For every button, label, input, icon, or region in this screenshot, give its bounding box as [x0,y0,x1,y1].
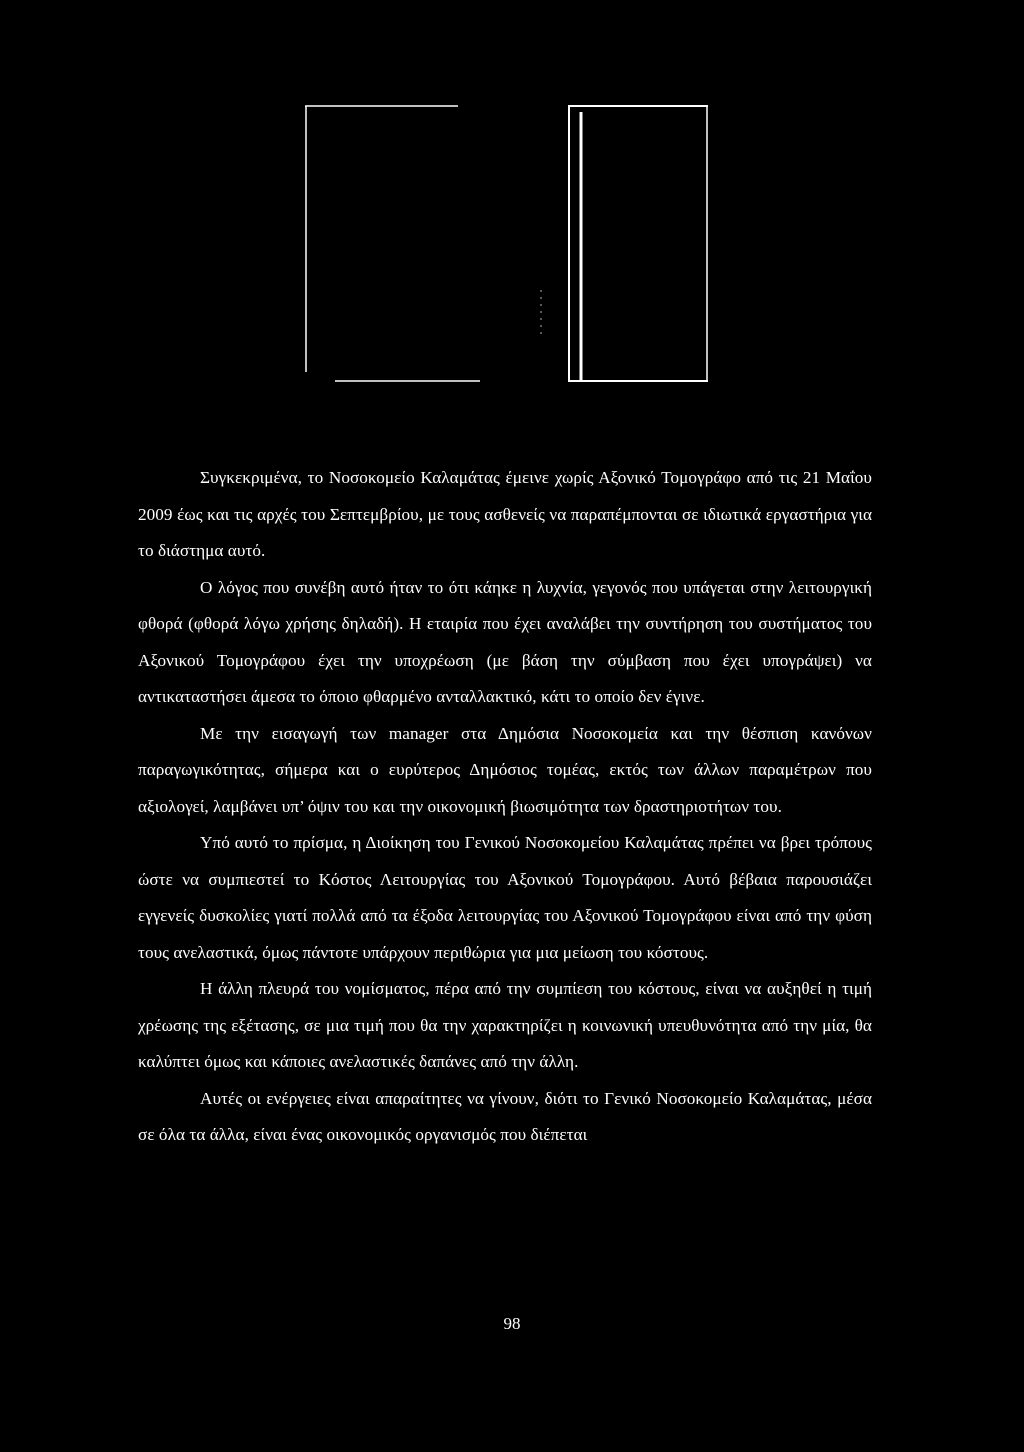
paragraph: Αυτές οι ενέργειες είναι απαραίτητες να γίνουν, διότι το Γενικό Νοσοκομείο Καλαμάτας, μέσα σε όλα τα άλλα, είναι ένας οικονομικός οργανισμός που διέπεται [138,1088,872,1144]
page-number: 98 [503,1314,521,1333]
paragraph: Ο λόγος που συνέβη αυτό ήταν το ότι κάηκε η λυχνία, γεγονός που υπάγεται στην λειτουργική φθορά (φθορά λόγω χρήσης δηλαδή). Η εταιρία που έχει αναλάβει την συντήρηση του συστήματος του Αξονικού Τομογράφου έχει την υποχρέωση (με βάση την σύμβαση που έχει υπογράψει) να αντικαταστήσει άμεσα το όποιο φθαρμένο ανταλλακτικό, κάτι το οποίο δεν έγινε. [138,577,872,706]
paragraph: Με την εισαγωγή των manager στα Δημόσια Νοσοκομεία και την θέσπιση κανόνων παραγωγικότητας, σήμερα και ο ευρύτερος Δημόσιος τομέας, εκτός των άλλων παραμέτρων που αξιολογεί, λαμβάνει υπ’ όψιν του και την οικονομική βιωσιμότητα των δραστηριοτήτων του. [138,723,872,816]
paragraph: Συγκεκριμένα, το Νοσοκομείο Καλαμάτας έμεινε χωρίς Αξονικό Τομογράφο από τις 21 Μαΐου 2009 έως και τις αρχές του Σεπτεμβρίου, με τους ασθενείς να παραπέμπονται σε ιδιωτικά εργαστήρια για το διάστημα αυτό. [138,468,872,560]
paragraph: Υπό αυτό το πρίσμα, η Διοίκηση του Γενικού Νοσοκομείου Καλαμάτας πρέπει να βρει τρόπους ώστε να συμπιεστεί το Κόστος Λειτουργίας του Αξονικού Τομογράφου. Αυτό βέβαια παρουσιάζει εγγενείς δυσκολίες γιατί πολλά από τα έξοδα λειτουργίας του Αξονικού Τομογράφου είναι από την φύση τους ανελαστικά, όμως πάντοτε υπάρχουν περιθώρια για μια μείωση του κόστους. [138,833,872,962]
body-text [138,460,872,1154]
ct-scanner-image [0,0,1024,400]
paragraph: Η άλλη πλευρά του νομίσματος, πέρα από την συμπίεση του κόστους, είναι να αυξηθεί η τιμή χρέωσης της εξέτασης, σε μια τιμή που θα την χαρακτηρίζει η κοινωνική υπευθυνότητα από την μία, θα καλύπτει όμως και κάποιες ανελαστικές δαπάνες από την άλλη. [138,979,872,1071]
